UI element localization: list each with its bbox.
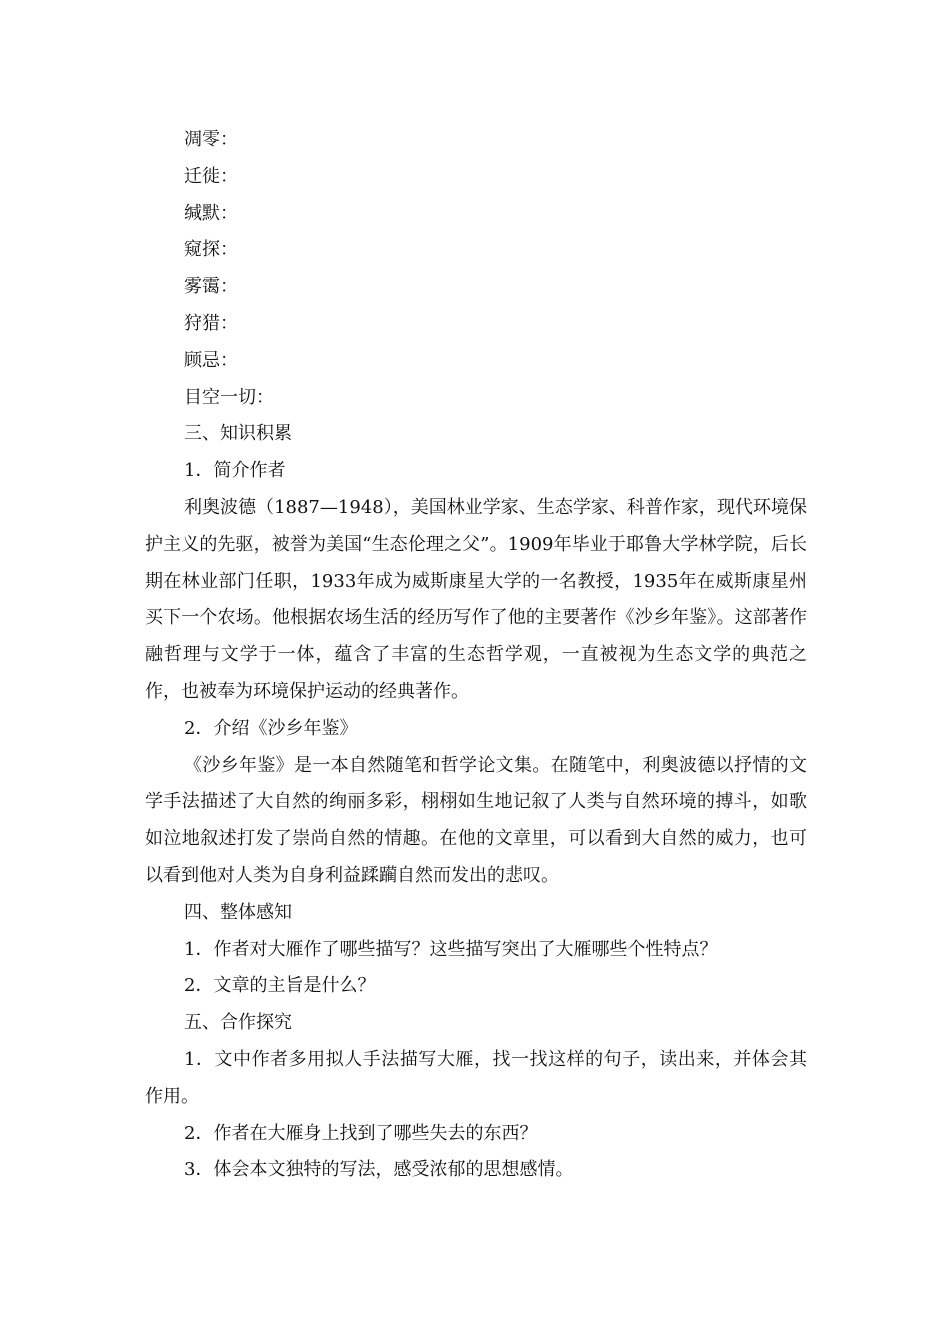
question-inquiry-2: 2．作者在大雁身上找到了哪些失去的东西？ [184, 1122, 538, 1144]
subheading-author-intro: 1．简介作者 [184, 460, 286, 482]
question-inquiry-1: 1．文中作者多用拟人手法描写大雁，找一找这样的句子，读出来，并体会其作用。 [145, 1048, 807, 1107]
vocab-term-diaoling: 凋零： [184, 129, 238, 150]
question-overall-1: 1．作者对大雁作了哪些描写？这些描写突出了大雁哪些个性特点？ [184, 938, 718, 960]
vocab-term-shoulie: 狩猎： [184, 312, 238, 334]
vocab-term-mukongyiqie: 目空一切： [184, 386, 274, 408]
vocab-term-guji: 顾忌： [184, 349, 238, 371]
question-inquiry-3: 3．体会本文独特的写法，感受浓郁的思想感情。 [184, 1159, 574, 1181]
section-heading-overall: 四、整体感知 [184, 901, 292, 923]
question-overall-2: 2．文章的主旨是什么？ [184, 975, 376, 997]
subheading-book-intro: 2．介绍《沙乡年鉴》 [184, 717, 358, 739]
vocab-term-wuai: 雾霭： [184, 276, 238, 298]
vocab-term-jianmo: 缄默： [184, 202, 238, 224]
paragraph-author-intro: 利奥波德（1887—1948），美国林业学家、生态学家、科普作家，现代环境保护主义的先驱，被誉为美国“生态伦理之父”。1909年毕业于耶鲁大学林学院，后长期在林业部门任职，1933年成为威斯康星大学的一名教授，1935年在威斯康星州买下一个农场。他根据农场生活的经历写作了他的主要著作《沙乡年鉴》。这部著作融哲理与文学于一体，蕴含了丰富的生态哲学观，一直被视为生态文学的典范之作，也被奉为环境保护运动的经典著作。 [145, 496, 807, 702]
document-body [145, 122, 807, 1189]
paragraph-book-intro: 《沙乡年鉴》是一本自然随笔和哲学论文集。在随笔中，利奥波德以抒情的文学手法描述了大自然的绚丽多彩，栩栩如生地记叙了人类与自然环境的搏斗，如歌如泣地叙述打发了崇尚自然的情趣。在他的文章里，可以看到大自然的威力，也可以看到他对人类为自身利益蹂躏自然而发出的悲叹。 [145, 754, 807, 886]
section-heading-inquiry: 五、合作探究 [184, 1012, 292, 1034]
vocab-term-qianxi: 迁徙： [184, 165, 238, 187]
section-heading-knowledge: 三、知识积累 [184, 423, 292, 445]
vocab-term-kuitan: 窥探： [184, 239, 238, 261]
